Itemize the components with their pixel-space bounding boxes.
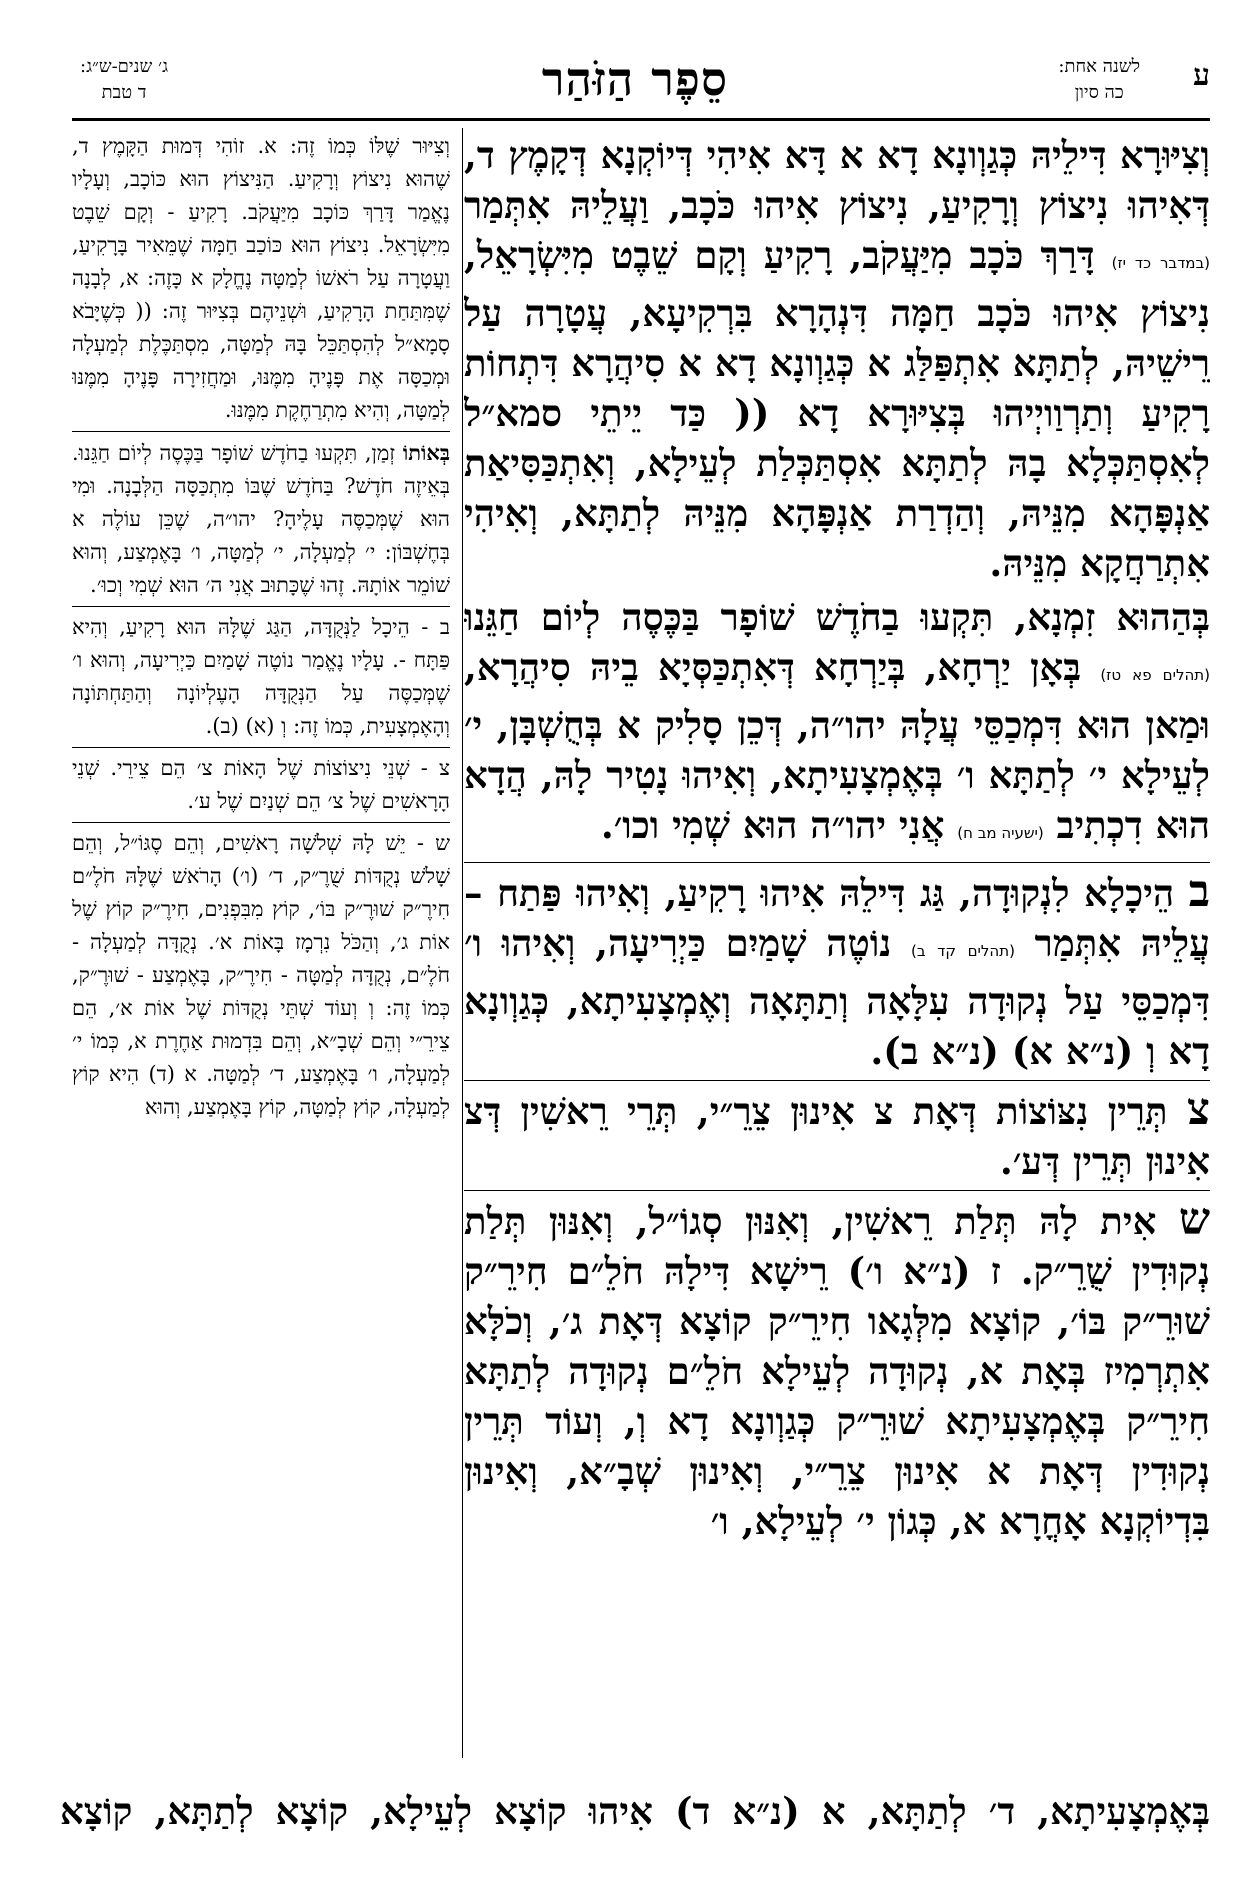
side-p2-text: זְמַן, תִּקְעוּ בַחֹדֶשׁ שׁוֹפָר בַּכֶּסֶה לְיוֹם חַגֵּנוּ. בְּאֵיזֶה חֹדֶשׁ? בַּחֹדֶשׁ שֶׁבּוֹ מִתְכַּסָּה הַלְּבָנָה. וּמִי הוּא שֶׁמְּכַסֶּה עָלֶיהָ? יהו״ה, שֶׁכֵּן עוֹלֶה א בְּחֶשְׁבּוֹן: י׳ לְמַעְלָה, י׳ לְמַטָּה, ו׳ בָּאֶמְצַע, וְהוּא שׁוֹמֵר אוֹתָהּ. זֶהוּ שֶׁכָּתוּב אֲנִי ה׳ הוּא שְׁמִי וְכוּ׳.	[72, 441, 450, 597]
main-paragraph-1	[464, 130, 1210, 588]
side-separator-4	[72, 822, 450, 823]
main-separator-2	[464, 1080, 1210, 1081]
main-p4-letter: צ	[1186, 1084, 1210, 1135]
main-p3-text: הֵיכָלָא לִנְקוּדָה, גַּג דִּילֵהּ אִיהוּ רָקִיעַ, וְאִיהוּ פַּתַח – עֲלֵיהּ אִתְּמַר	[464, 871, 1210, 965]
main-paragraph-3	[464, 867, 1210, 1076]
main-p1-text: וְצִיּוּרָא דִּילֵיהּ כְּגַוְונָא דָא א דָּא אִיהִי דְּיוֹקְנָא דְּקָמֶץ ד, דְּאִיהוּ נִיצוֹץ וְרָקִיעַ, נִיצוֹץ אִיהוּ כֹּכָב, וַעֲלֵיהּ אִתְּמַר	[464, 133, 1210, 227]
header-right-line2: כה סיון	[1074, 82, 1124, 103]
main-p3-letter: ב	[1188, 866, 1210, 917]
main-paragraph-2	[464, 592, 1210, 858]
bottom-continuation-line: בְּאֶמְצָעִיתָא, ד׳ לְתַתָּא, א (נ״א ד) אִיהוּ קוֹצָא לְעֵילָא, קוֹצָא לְתַתָּא, קוֹצָא	[60, 1789, 1210, 1833]
side-p2-heading: בְּאוֹתוֹ	[402, 440, 450, 465]
main-p5-letter: ש	[1178, 1194, 1210, 1245]
main-separator-3	[464, 1190, 1210, 1191]
side-paragraph-1: וְצִיּוּר שֶׁלּוֹ כְּמוֹ זֶה: א. זוֹהִי דְּמוּת הַקָּמֶץ ד, שֶׁהוּא נִיצוֹץ וְרָקִיעַ. הַנִּיצוֹץ הוּא כּוֹכָב, וְעָלָיו נֶאֱמַר דָּרַךְ כּוֹכָב מִיַּעֲקֹב. רָקִיעַ - וְקָם שֵׁבֶט מִיִּשְׂרָאֵל. נִיצוֹץ הוּא כּוֹכַב חַמָּה שֶׁמֵּאִיר בָּרָקִיעַ, וַעֲטָרָה עַל רֹאשׁוֹ לְמַטָּה נֶחֱלָק א כָּזֶה: א, לְבָנָה שֶׁמִּתַּחַת הָרָקִיעַ, וּשְׁנֵיהֶם בְּצִיּוּר זֶה: (( כְּשֶׁיָּבֹא סָמָא״ל לְהִסְתַּכֵּל בָּהּ לְמַטָּה, מִסְתַּכֶּלֶת לְמַעְלָה וּמְכַסָּה אֶת פָּנֶיהָ מִמֶּנּוּ, וּמַחֲזִירָה פָּנֶיהָ מִמֶּנּוּ לְמַטָּה, וְהִיא מִתְרַחֶקֶת מִמֶּנּוּ.	[72, 134, 450, 422]
translation-column	[72, 130, 450, 1755]
side-paragraph-5: ש - יֵשׁ לָהּ שְׁלֹשָׁה רָאשִׁים, וְהֵם סֶגּוֹ״ל, וְהֵם שָׁלֹשׁ נְקֻדּוֹת שֻׁרֶ״ק, ד׳ (ו׳) הָרֹאשׁ שֶׁלָּהּ חֹלֶ״ם חִירֶ״ק שׁוּרֶ״ק בּוֹ׳, קוֹץ מִבִּפְנִים, חִירֶ״ק קוֹץ שֶׁל אוֹת ג׳, וְהַכֹּל נִרְמָז בָּאוֹת א׳. נְקֻדָּה לְמַעְלָה - חֹלֶ״ם, נְקֻדָּה לְמַטָּה - חִירֶ״ק, בָּאֶמְצַע - שׁוּרֶ״ק, כְּמוֹ זֶה: וְ וְעוֹד שְׁתֵּי נְקֻדּוֹת שֶׁל אוֹת א׳, הֵם צֵירֵ״י וְהֵם שְׁבָ״א, וְהֵם בִּדְמוּת אַחֶרֶת א, כְּמוֹ י׳ לְמַעְלָה, ו׳ בָּאֶמְצַע, ד׳ לְמַטָּה. א (ד) הִיא קוֹץ לְמַעְלָה, קוֹץ לְמַטָּה, קוֹץ בָּאֶמְצַע, וְהוּא	[72, 831, 450, 1119]
side-paragraph-3: ב - הֵיכָל לַנְּקֻדָּה, הַגַּג שֶׁלָּהּ הוּא רָקִיעַ, וְהִיא פַּתָּח -. עָלָיו נֶאֱמַר נוֹטֶה שָׁמַיִם כַּיְרִיעָה, וְהוּא ו׳ שֶׁמְּכַסֶּה עַל הַנְּקֻדָּה הָעֶלְיוֹנָה וְהַתַּחְתּוֹנָה וְהָאֶמְצָעִית, כְּמוֹ זֶה: וְ (א) (ב).	[72, 615, 450, 738]
page-number-letter: ע	[1193, 58, 1210, 93]
main-paragraph-5	[464, 1195, 1210, 1546]
header-right-line1: לשנה אחת:	[1058, 56, 1140, 77]
page-header	[60, 48, 1210, 120]
header-left-note	[80, 54, 168, 106]
main-separator-1	[464, 862, 1210, 863]
main-p2b-text: בְּאָן יַרְחָא, בְּיַרְחָא דְּאִתְכַּסְּיָא בֵיהּ סִיהֲרָא, וּמַאן הוּא דִּמְכַסֵּי עֲלָהּ יהו״ה, דְּכֵן סָלִיק א בְּחֻשְׁבָּן, י׳ לְעֵילָא י׳ לְתַתָּא ו׳ בְּאֶמְצָעִיתָא, וְאִיהוּ נָטִיר לָהּ, הֲדָא הוּא דִכְתִיב	[464, 645, 1210, 847]
header-left-line2: ד טבת	[101, 82, 147, 103]
side-separator-2	[72, 606, 450, 607]
main-p2-reference: (תהלים פא טז)	[1100, 666, 1210, 684]
side-separator-1	[72, 431, 450, 432]
column-divider	[462, 128, 463, 1758]
main-p1-reference: (במדבר כד יז)	[1111, 254, 1210, 272]
main-p3b-text: נוֹטֶה שָׁמַיִם כַּיְרִיעָה, וְאִיהוּ ו׳ דִּמְכַסֵּי עַל נְקוּדָה עִלָּאָה וְתַתָּאָה וְאֶמְצָעִיתָא, כְּגַוְונָא דָא וְ (נ״א א) (נ״א ב).	[464, 921, 1210, 1073]
side-separator-3	[72, 747, 450, 748]
side-paragraph-4: צ - שְׁנֵי נִיצוֹצוֹת שֶׁל הָאוֹת צ׳ הֵם צֵירֵי. שְׁנֵי הָרָאשִׁים שֶׁל צ׳ הֵם שְׁנַיִם שֶׁל ע׳.	[72, 756, 450, 813]
main-p1b-text: דָּרַךְ כֹּכָב מִיַּעֲקֹב, רָקִיעַ וְקָם שֵׁבֶט מִיִּשְׂרָאֵל, נִיצוֹץ אִיהוּ כֹּכָב חַמָּה דִּנְהָרָא בִּרְקִיעָא, עֲטָרָה עַל רֵישֵׁיהּ, לְתַתָּא אִתְפַּלַּג א כְּגַוְונָא דָא א סִיהֲרָא דִּתְחוֹת רָקִיעַ וְתַרְוַויְיהוּ בְּצִיּוּרָא דָא (( כַּד יֵיתֵי סמא״ל לְאִסְתַּכְּלָא בָהּ לְתַתָּא אִסְתַּכְּלַת לְעֵילָא, וְאִתְכַּסִּיאַת אַנְפָּהָא מִנֵּיהּ, וְהַדְרַת אַנְפָּהָא מִנֵּיהּ לְתַתָּא, וְאִיהִי אִתְרַחֲקָא מִנֵּיהּ.	[464, 233, 1210, 585]
book-title: סֵפֶר הַזֹּהַר	[541, 52, 729, 106]
main-p2-reference-2: (ישעיה מב ח)	[957, 824, 1044, 842]
main-p3-reference: (תהלים קד ב)	[911, 942, 1015, 960]
main-paragraph-4	[464, 1085, 1210, 1186]
header-left-line1: ג׳ שנים-ש״ג:	[80, 56, 169, 77]
main-p4-text: תְּרֵין נִצּוֹצוֹת דְּאָת צ אִינוּן צֵרֵ״י, תְּרֵי רֵאשִׁין דְּצ אִינוּן תְּרֵין דְּע׳.	[464, 1089, 1210, 1183]
side-paragraph-2	[72, 436, 450, 602]
main-p5-text: אִית לָהּ תְּלַת רֵאשִׁין, וְאִנּוּן סְגוֹ״ל, וְאִנּוּן תְּלַת נְקוּדִין שֻׁרֵ״ק. ז (נ״א ו׳) רֵישָׁא דִּילָהּ חֹלֵ״ם חִירֵ״ק שׁוּרֵ״ק בּוֹ׳, קוֹצָא מִלְּגָאו חִירֵ״ק קוֹצָא דְּאָת ג׳, וְכֹלָּא אִתְרְמִיז בְּאָת א, נְקוּדָה לְעֵילָא חֹלֵ״ם נְקוּדָה לְתַתָּא חִירֵ״ק בְּאֶמְצָעִיתָא שׁוּרֵ״ק כְּגַוְונָא דָא וְ, וְעוֹד תְּרֵין נְקוּדִין דְּאָת א אִינוּן צֵרֵ״י, וְאִינוּן שְׁבָ״א, וְאִינוּן בִּדְיוֹקְנָא אָחֳרָא א, כְּגוֹן י׳ לְעֵילָא, ו׳	[464, 1199, 1210, 1543]
main-p2c-text: אֲנִי יהו״ה הוּא שְׁמִי וכו׳.	[600, 803, 945, 847]
header-rule	[72, 118, 1210, 121]
main-p2-text: בְּהַהוּא זִמְנָא, תִּקְעוּ בַחֹדֶשׁ שׁוֹפָר בַּכֶּסֶה לְיוֹם חַגֵּנוּ	[464, 595, 1210, 639]
main-text-column	[464, 130, 1210, 1780]
